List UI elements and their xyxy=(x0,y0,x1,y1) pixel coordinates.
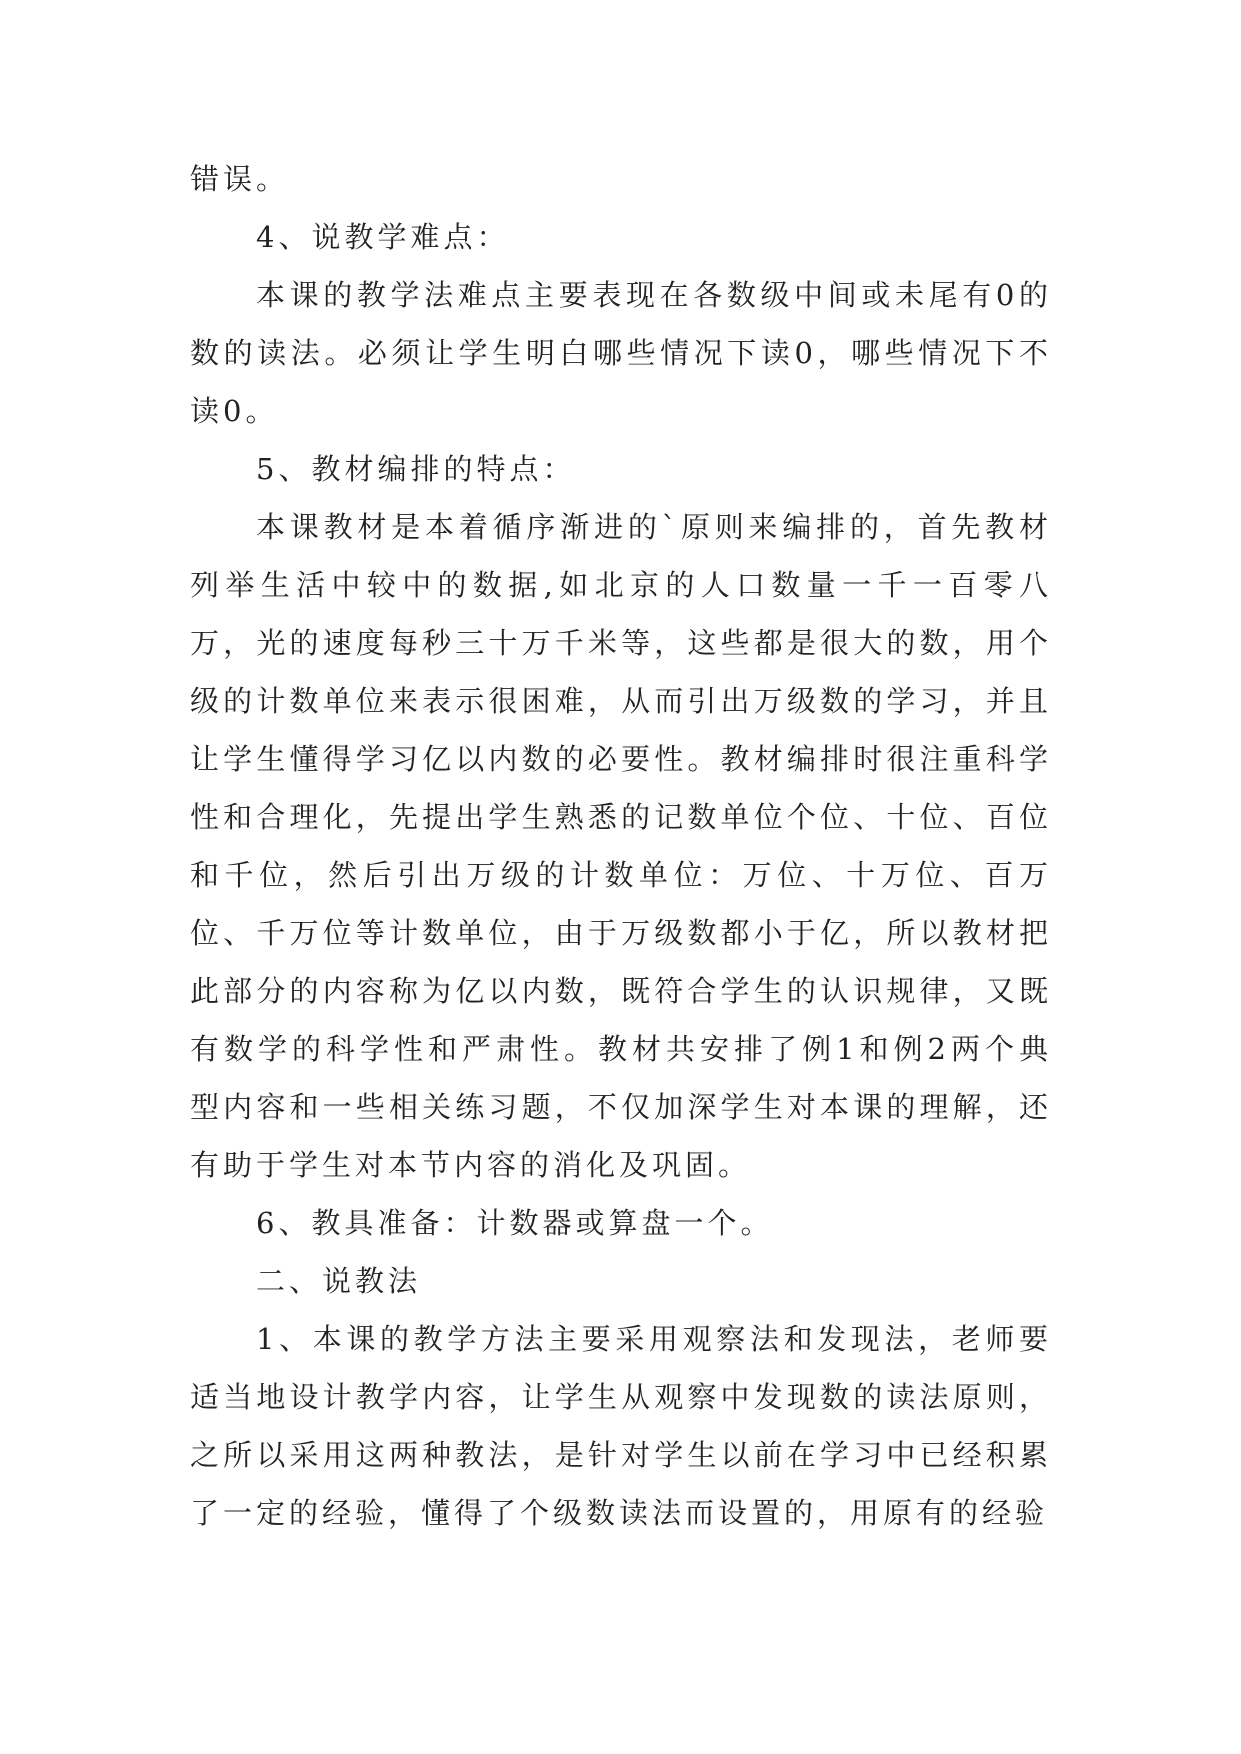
paragraph-teaching-method: 1、本课的教学方法主要采用观察法和发现法，老师要适当地设计教学内容，让学生从观察中发现数的读法原则，之所以采用这两种教法，是针对学生以前在学习中已经积累了一定的经验，懂得了个级数读法而设置的，用原有的经验 xyxy=(190,1322,1052,1530)
paragraph-teaching-aids: 6、教具准备：计数器或算盘一个。 xyxy=(256,1206,774,1240)
paragraph-teaching-difficulty: 本课的教学法难点主要表现在各数级中间或未尾有0的数的读法。必须让学生明白哪些情况下读0，哪些情况下不读0。 xyxy=(190,278,1052,428)
heading-textbook-features: 5、教材编排的特点： xyxy=(256,452,576,486)
paragraph-textbook-features: 本课教材是本着循序渐进的`原则来编排的，首先教材列举生活中较中的数据,如北京的人口数量一千一百零八万，光的速度每秒三十万千米等，这些都是很大的数，用个级的计数单位来表示很困难，从而引出万级数的学习，并且让学生懂得学习亿以内数的必要性。教材编排时很注重科学性和合理化，先提出学生熟悉的记数单位个位、十位、百位和千位，然后引出万级的计数单位：万位、十万位、百万位、千万位等计数单位，由于万级数都小于亿，所以教材把此部分的内容称为亿以内数，既符合学生的认识规律，又既有数学的科学性和严肃性。教材共安排了例1和例2两个典型内容和一些相关练习题，不仅加深学生对本课的理解，还有助于学生对本节内容的消化及巩固。 xyxy=(190,510,1052,1182)
document-body xyxy=(190,150,1052,1542)
heading-teaching-difficulty: 4、说教学难点： xyxy=(256,220,510,254)
paragraph-continuation: 错误。 xyxy=(190,162,290,196)
heading-teaching-method: 二、说教法 xyxy=(256,1264,422,1298)
